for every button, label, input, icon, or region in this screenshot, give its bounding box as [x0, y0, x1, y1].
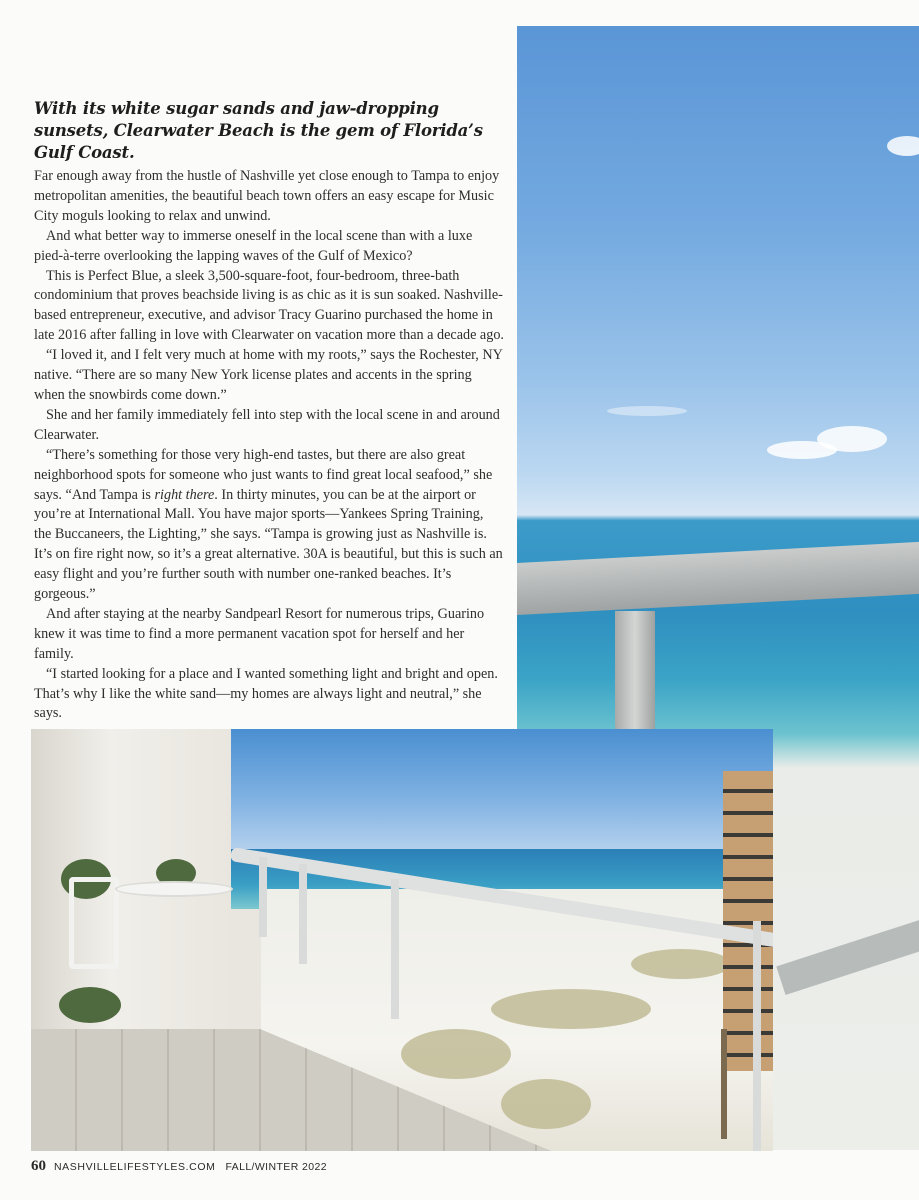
paragraph-6	[34, 446, 504, 605]
paragraph-6-end: . In thirty minutes, you can be at the airport or you’re at International Mall. You have major sports—Yankees Spring Training, the Buccaneers, the Lighting,” she says. “Tampa is growing just as Nashville is. It’s on fire right now, so it’s a great alternative. 30A is beautiful, but this is such an easy flight and you’re further south with number one-ranked beaches. It’s gorgeous.”	[34, 486, 503, 603]
paragraph-1: Far enough away from the hustle of Nashville yet close enough to Tampa to enjoy metropolitan amenities, the beautiful beach town offers an easy escape for Music City moguls looking to relax and unwind.	[34, 168, 500, 224]
railing-post	[615, 611, 655, 731]
paragraph-7: And after staying at the nearby Sandpearl Resort for numerous trips, Guarino knew it was time to find a more permanent vacation spot for herself and her family.	[34, 605, 485, 662]
article-body	[34, 98, 504, 724]
palm-tree	[721, 1029, 727, 1139]
website-link[interactable]: NASHVILLELIFESTYLES.COM	[54, 1161, 216, 1173]
article-headline: With its white sugar sands and jaw-dropping sunsets, Clearwater Beach is the gem of Florida’s Gulf Coast.	[34, 99, 483, 162]
railing-top	[517, 542, 919, 615]
hotel-tower	[723, 771, 773, 1071]
patio-chair	[69, 877, 119, 969]
paragraph-6-start: “There’s something for those very high-end tastes, but there are also great neighborhood spots for someone who just wants to find great local seafood,” she says. “And Tampa is	[34, 446, 493, 503]
patio-table	[115, 881, 233, 897]
balcony-photo	[31, 729, 773, 1151]
paragraph-6-emphasis: right there	[154, 486, 215, 503]
paragraph-3: This is Perfect Blue, a sleek 3,500-square-foot, four-bedroom, three-bath condominium that proves beachside living is as chic as it is sun soaked. Nashville-based entrepreneur, executive, and advisor Tracy Guarino purchased the home in late 2016 after falling in love with Clearwater on vacation more than a decade ago.	[34, 267, 504, 344]
issue-label: FALL/WINTER 2022	[225, 1161, 327, 1173]
lower-railing	[776, 917, 919, 995]
page-number: 60	[31, 1158, 46, 1174]
paragraph-4: “I loved it, and I felt very much at home with my roots,” says the Rochester, NY native. “There are so many New York license plates and accents in the spring when the snowbirds come down.”	[34, 347, 503, 403]
paragraph-5: She and her family immediately fell into step with the local scene in and around Clearwater.	[34, 406, 500, 443]
page-footer	[31, 1158, 327, 1174]
paragraph-8: “I started looking for a place and I wanted something light and bright and open. That’s why I like the white sand—my homes are always light and neutral,” she says.	[34, 665, 498, 722]
paragraph-2: And what better way to immerse oneself in the local scene than with a luxe pied-à-terre overlooking the lapping waves of the Gulf of Mexico?	[34, 227, 473, 264]
